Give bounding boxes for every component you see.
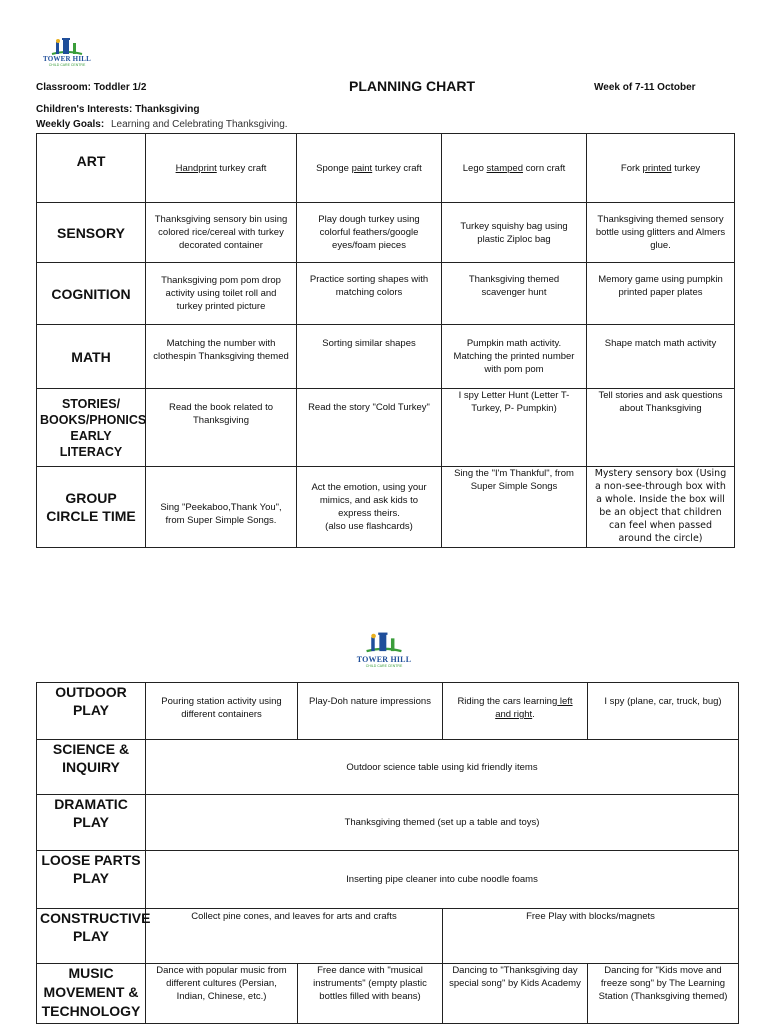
underlined-text: left and right bbox=[495, 696, 573, 720]
cell-text: Riding the cars learning bbox=[457, 696, 558, 707]
table-row bbox=[37, 467, 735, 548]
table-row bbox=[37, 740, 739, 795]
cell-text: . bbox=[532, 709, 535, 720]
table-cell: Dance with popular music from different cultures (Persian, Indian, Chinese, etc.) bbox=[146, 964, 298, 1024]
classroom-label: Classroom: Toddler 1/2 bbox=[36, 82, 147, 93]
cell-text: (also use flashcards) bbox=[325, 521, 413, 532]
cell-text: corn craft bbox=[522, 162, 566, 174]
table-cell: Mystery sensory box (Using a non-see-through box with a whole. Inside the box will be an object that children can feel when passed around the circle) bbox=[587, 467, 735, 548]
table-row bbox=[37, 964, 739, 1024]
table-cell: Collect pine cones, and leaves for arts and crafts bbox=[146, 909, 443, 964]
table-cell: Sorting similar shapes bbox=[297, 325, 442, 389]
weekly-goals bbox=[36, 119, 288, 130]
category-science: SCIENCE & INQUIRY bbox=[37, 740, 146, 795]
table-cell: Read the story "Cold Turkey" bbox=[297, 389, 442, 467]
table-cell: I spy (plane, car, truck, bug) bbox=[588, 683, 739, 740]
table-cell: Thanksgiving sensory bin using colored rice/cereal with turkey decorated container bbox=[146, 203, 297, 263]
underlined-text: stamped bbox=[486, 162, 523, 174]
table-cell: Play-Doh nature impressions bbox=[298, 683, 443, 740]
category-music: MUSIC MOVEMENT & TECHNOLOGY bbox=[37, 964, 146, 1024]
table-cell: Thanksgiving themed sensory bottle using glitters and Almers glue. bbox=[587, 203, 735, 263]
table-cell bbox=[297, 134, 442, 203]
cell-text: Fork bbox=[620, 162, 643, 174]
table-cell: Free dance with "musical instruments" (empty plastic bottles filled with beans) bbox=[298, 964, 443, 1024]
underlined-text: printed bbox=[642, 162, 672, 174]
table-cell: Practice sorting shapes with matching colors bbox=[297, 263, 442, 325]
table-row bbox=[37, 134, 735, 203]
table-row bbox=[37, 683, 739, 740]
tower-hill-logo bbox=[42, 36, 92, 68]
children-interests: Children's Interests: Thanksgiving bbox=[36, 104, 200, 115]
table-cell: Outdoor science table using kid friendly items bbox=[146, 740, 739, 795]
table-cell bbox=[443, 683, 588, 740]
table-cell: Read the book related to Thanksgiving bbox=[146, 389, 297, 467]
table-cell: Sing "Peekaboo,Thank You", from Super Simple Songs. bbox=[146, 467, 297, 548]
table-cell: Inserting pipe cleaner into cube noodle foams bbox=[146, 851, 739, 909]
table-cell: Free Play with blocks/magnets bbox=[443, 909, 739, 964]
cell-text: turkey craft bbox=[216, 162, 267, 174]
table-row bbox=[37, 203, 735, 263]
cell-text: Lego bbox=[462, 162, 487, 174]
table-cell: Turkey squishy bag using plastic Ziploc bag bbox=[442, 203, 587, 263]
planning-table-2 bbox=[36, 682, 739, 1024]
underlined-text: Handprint bbox=[175, 162, 217, 174]
tower-hill-logo bbox=[355, 630, 413, 670]
table-row bbox=[37, 851, 739, 909]
table-cell: Thanksgiving themed (set up a table and toys) bbox=[146, 795, 739, 851]
weekly-goals-value: Learning and Celebrating Thanksgiving. bbox=[110, 119, 288, 130]
table-cell: Tell stories and ask questions about Thanksgiving bbox=[587, 389, 735, 467]
category-outdoor: OUTDOOR PLAY bbox=[37, 683, 146, 740]
table-row bbox=[37, 263, 735, 325]
category-group-circle: GROUP CIRCLE TIME bbox=[37, 467, 146, 548]
weekly-goals-label: Weekly Goals: bbox=[36, 119, 105, 130]
logo-name: TOWER HILL bbox=[356, 655, 412, 664]
week-label: Week of 7-11 October bbox=[594, 82, 696, 93]
category-loose-parts: LOOSE PARTS PLAY bbox=[37, 851, 146, 909]
table-row bbox=[37, 325, 735, 389]
logo-subtitle: CHILD CARE CENTRE bbox=[48, 63, 86, 67]
planning-table-1 bbox=[36, 133, 735, 548]
table-cell: Thanksgiving themed scavenger hunt bbox=[442, 263, 587, 325]
table-row bbox=[37, 795, 739, 851]
table-cell: Matching the number with clothespin Thanksgiving themed bbox=[146, 325, 297, 389]
table-row bbox=[37, 909, 739, 964]
table-cell bbox=[442, 134, 587, 203]
logo-name: TOWER HILL bbox=[43, 55, 91, 63]
table-cell: I spy Letter Hunt (Letter T- Turkey, P- Pumpkin) bbox=[442, 389, 587, 467]
table-cell: Pumpkin math activity. Matching the printed number with pom pom bbox=[442, 325, 587, 389]
table-cell: Sing the "I'm Thankful", from Super Simple Songs bbox=[442, 467, 587, 548]
table-cell: Dancing for "Kids move and freeze song" by The Learning Station (Thanksgiving themed) bbox=[588, 964, 739, 1024]
tower-logo-icon bbox=[355, 630, 413, 656]
table-cell: Shape match math activity bbox=[587, 325, 735, 389]
table-cell: Thanksgiving pom pom drop activity using toilet roll and turkey printed picture bbox=[146, 263, 297, 325]
table-cell bbox=[297, 467, 442, 548]
cell-text: turkey craft bbox=[372, 162, 422, 174]
category-constructive: CONSTRUCTIVE PLAY bbox=[37, 909, 146, 964]
table-cell bbox=[146, 134, 297, 203]
cell-text: turkey bbox=[671, 162, 701, 174]
page-title: PLANNING CHART bbox=[349, 78, 475, 94]
table-cell: Pouring station activity using different containers bbox=[146, 683, 298, 740]
category-art: ART bbox=[37, 134, 146, 203]
category-stories: STORIES/ BOOKS/PHONICS EARLY LITERACY bbox=[37, 389, 146, 467]
logo-subtitle: CHILD CARE CENTRE bbox=[365, 664, 403, 668]
category-dramatic: DRAMATIC PLAY bbox=[37, 795, 146, 851]
cell-text: Sponge bbox=[316, 162, 352, 174]
table-row bbox=[37, 389, 735, 467]
category-math: MATH bbox=[37, 325, 146, 389]
underlined-text: paint bbox=[351, 162, 373, 174]
table-cell: Play dough turkey using colorful feathers/google eyes/foam pieces bbox=[297, 203, 442, 263]
table-cell: Dancing to "Thanksgiving day special song" by Kids Academy bbox=[443, 964, 588, 1024]
table-cell: Memory game using pumpkin printed paper plates bbox=[587, 263, 735, 325]
category-sensory: SENSORY bbox=[37, 203, 146, 263]
cell-text: Act the emotion, using your mimics, and ask kids to express theirs. bbox=[311, 482, 427, 519]
table-cell bbox=[587, 134, 735, 203]
category-cognition: COGNITION bbox=[37, 263, 146, 325]
